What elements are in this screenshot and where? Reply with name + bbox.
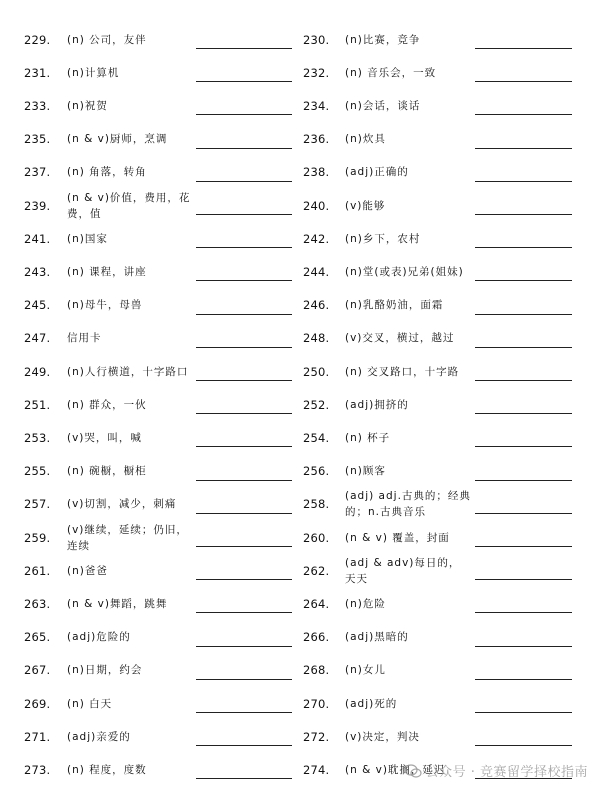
watermark-text: 公众号 · 竞赛留学择校指南	[425, 765, 588, 780]
definition: (n & v)价值，费用，花费，值	[67, 191, 191, 220]
definition: (n) 程度，度数	[67, 763, 147, 776]
item-number: 243.	[24, 264, 51, 279]
definition: (v)哭，叫，喊	[67, 431, 142, 444]
definition: (n)母牛，母兽	[67, 299, 143, 312]
vocab-row	[0, 222, 606, 255]
item-number: 230.	[303, 32, 330, 47]
answer-blank[interactable]	[475, 280, 572, 281]
vocab-row	[0, 189, 606, 222]
item-number: 238.	[303, 165, 330, 180]
definition: (n) 群众，一伙	[67, 398, 147, 411]
vocab-row	[0, 455, 606, 488]
definition: (n & v)耽搁，延迟	[345, 763, 446, 776]
vocab-row	[0, 654, 606, 687]
item-number: 271.	[24, 729, 51, 744]
definition: (n)女儿	[345, 664, 386, 677]
item-number: 252.	[303, 397, 330, 412]
definition: (n & v) 覆盖，封面	[345, 531, 450, 544]
answer-blank[interactable]	[475, 81, 572, 82]
item-number: 237.	[24, 165, 51, 180]
definition: (adj)亲爱的	[67, 730, 131, 743]
item-number: 255.	[24, 464, 51, 479]
definition: (n) 角落，转角	[67, 166, 147, 179]
definition: (n)顾客	[345, 465, 386, 478]
answer-blank[interactable]	[475, 546, 572, 547]
answer-blank[interactable]	[475, 347, 572, 348]
answer-blank[interactable]	[475, 214, 572, 215]
definition: (n)计算机	[67, 66, 120, 79]
definition: (n)比赛，竞争	[345, 33, 421, 46]
definition: (adj) adj.古典的；经典的；n.古典音乐	[345, 490, 471, 519]
definition: (adj)黑暗的	[345, 631, 409, 644]
vocab-row	[0, 23, 606, 56]
vocab-row	[0, 587, 606, 620]
definition: (adj)死的	[345, 697, 398, 710]
answer-blank[interactable]	[475, 646, 572, 647]
vocab-row	[0, 388, 606, 421]
answer-blank[interactable]	[475, 480, 572, 481]
answer-blank[interactable]	[475, 712, 572, 713]
item-number: 258.	[303, 497, 330, 512]
answer-blank[interactable]	[475, 380, 572, 381]
vocab-row	[0, 255, 606, 288]
watermark	[404, 761, 588, 780]
item-number: 259.	[24, 530, 51, 545]
item-number: 236.	[303, 132, 330, 147]
item-number: 240.	[303, 198, 330, 213]
answer-blank[interactable]	[475, 247, 572, 248]
item-number: 253.	[24, 430, 51, 445]
vocab-row	[0, 156, 606, 189]
definition: (n) 白天	[67, 697, 113, 710]
definition: (n) 音乐会，一致	[345, 66, 437, 79]
item-number: 249.	[24, 364, 51, 379]
answer-blank[interactable]	[475, 148, 572, 149]
item-number: 270.	[303, 696, 330, 711]
item-number: 246.	[303, 298, 330, 313]
vocab-row	[0, 289, 606, 322]
definition: (n) 公司，友伴	[67, 33, 147, 46]
item-number: 272.	[303, 729, 330, 744]
definition: (n)乳酪奶油，面霜	[345, 299, 444, 312]
definition: (adj)正确的	[345, 166, 409, 179]
item-number: 268.	[303, 663, 330, 678]
item-number: 260.	[303, 530, 330, 545]
vocab-row	[0, 355, 606, 388]
definition: (n)乡下，农村	[345, 232, 421, 245]
vocab-row	[0, 488, 606, 521]
vocab-row	[0, 56, 606, 89]
definition: (n)日期，约会	[67, 664, 143, 677]
item-number: 229.	[24, 32, 51, 47]
answer-blank[interactable]	[475, 48, 572, 49]
definition: (n)人行横道，十字路口	[67, 365, 189, 378]
item-number: 235.	[24, 132, 51, 147]
definition: 信用卡	[67, 332, 102, 345]
wechat-icon	[404, 764, 422, 778]
item-number: 262.	[303, 563, 330, 578]
item-number: 251.	[24, 397, 51, 412]
vocab-row	[0, 554, 606, 587]
definition: (v)能够	[345, 199, 386, 212]
item-number: 247.	[24, 331, 51, 346]
item-number: 250.	[303, 364, 330, 379]
answer-blank[interactable]	[475, 679, 572, 680]
definition: (n)爸爸	[67, 564, 108, 577]
item-number: 266.	[303, 630, 330, 645]
item-number: 241.	[24, 231, 51, 246]
item-number: 261.	[24, 563, 51, 578]
vocab-row	[0, 687, 606, 720]
answer-blank[interactable]	[475, 413, 572, 414]
answer-blank[interactable]	[475, 181, 572, 182]
item-number: 245.	[24, 298, 51, 313]
item-number: 264.	[303, 596, 330, 611]
vocab-row	[0, 421, 606, 454]
item-number: 274.	[303, 762, 330, 777]
item-number: 257.	[24, 497, 51, 512]
answer-blank[interactable]	[475, 745, 572, 746]
definition: (v)决定，判决	[345, 730, 420, 743]
answer-blank[interactable]	[475, 612, 572, 613]
answer-blank[interactable]	[475, 446, 572, 447]
vocab-row	[0, 322, 606, 355]
definition: (n)国家	[67, 232, 108, 245]
answer-blank[interactable]	[475, 513, 572, 514]
vocab-row	[0, 521, 606, 554]
item-number: 233.	[24, 98, 51, 113]
definition: (n)炊具	[345, 133, 386, 146]
item-number: 269.	[24, 696, 51, 711]
vocab-row	[0, 123, 606, 156]
definition: (adj)危险的	[67, 631, 131, 644]
item-number: 244.	[303, 264, 330, 279]
item-number: 234.	[303, 98, 330, 113]
definition: (n) 杯子	[345, 431, 391, 444]
item-number: 273.	[24, 762, 51, 777]
definition: (n) 碗橱，橱柜	[67, 465, 147, 478]
definition: (v)切割，减少，刺痛	[67, 498, 177, 511]
vocab-row	[0, 89, 606, 122]
item-number: 232.	[303, 65, 330, 80]
answer-blank[interactable]	[475, 579, 572, 580]
definition: (n)会话，谈话	[345, 99, 421, 112]
definition: (n & v)舞蹈，跳舞	[67, 597, 168, 610]
item-number: 239.	[24, 198, 51, 213]
item-number: 267.	[24, 663, 51, 678]
definition: (v)交叉，横过，越过	[345, 332, 455, 345]
definition: (adj)拥挤的	[345, 398, 409, 411]
definition: (n)堂(或表)兄弟(姐妹)	[345, 265, 464, 278]
definition: (adj & adv)每日的，天天	[345, 556, 461, 585]
item-number: 256.	[303, 464, 330, 479]
answer-blank[interactable]	[475, 314, 572, 315]
definition: (n & v)厨师，烹调	[67, 133, 168, 146]
answer-blank[interactable]	[475, 114, 572, 115]
item-number: 265.	[24, 630, 51, 645]
item-number: 263.	[24, 596, 51, 611]
definition: (n) 交叉路口，十字路	[345, 365, 460, 378]
vocab-row	[0, 621, 606, 654]
item-number: 242.	[303, 231, 330, 246]
item-number: 254.	[303, 430, 330, 445]
item-number: 248.	[303, 331, 330, 346]
item-number: 231.	[24, 65, 51, 80]
definition: (v)继续，延续；仍旧，连续	[67, 523, 188, 552]
vocab-row	[0, 720, 606, 753]
definition: (n) 课程，讲座	[67, 265, 147, 278]
definition: (n)危险	[345, 597, 386, 610]
definition: (n)祝贺	[67, 99, 108, 112]
